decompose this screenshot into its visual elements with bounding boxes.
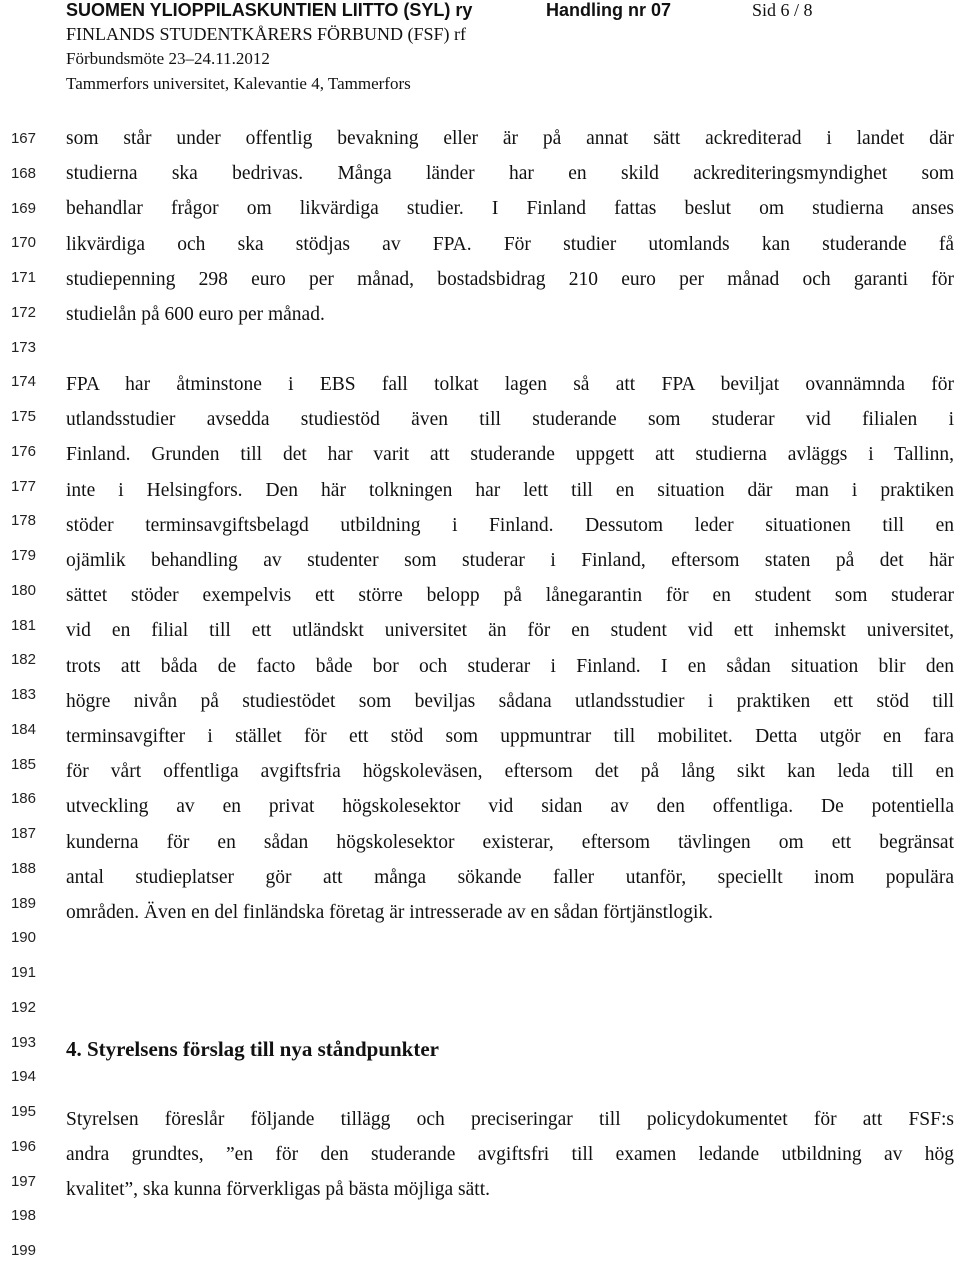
- line-number: 180: [10, 581, 36, 599]
- line-number: 172: [10, 303, 36, 321]
- document-number: Handling nr 07: [546, 0, 672, 20]
- text-line: utlandsstudier avsedda studiestöd även till studerande som studerar vid filialen i: [66, 409, 954, 431]
- organization-name-swedish: FINLANDS STUDENTKÅRERS FÖRBUND (FSF) rf: [66, 24, 467, 44]
- line-number: 198: [10, 1207, 36, 1225]
- line-number: 173: [10, 338, 36, 356]
- text-line: inte i Helsingfors. Den här tolkningen har lett till en situation där man i praktiken: [66, 479, 954, 501]
- section-heading: 4. Styrelsens förslag till nya ståndpunkter: [66, 1037, 439, 1061]
- line-number: 183: [10, 686, 36, 703]
- line-number: 177: [10, 477, 36, 495]
- text-line: stöder terminsavgiftsbelagd utbildning i Finland. Dessutom leder situationen till en: [66, 514, 954, 536]
- text-line: studiepenning 298 euro per månad, bostadsbidrag 210 euro per månad och garanti för: [66, 268, 954, 290]
- line-number: 184: [10, 720, 36, 738]
- line-number: 169: [10, 199, 36, 217]
- page-number: Sid 6 / 8: [752, 0, 813, 20]
- text-line: trots att båda de facto både bor och studerar i Finland. I en sådan situation blir den: [66, 655, 954, 677]
- line-number: 195: [10, 1103, 36, 1120]
- text-line: områden. Även en del finländska företag är intresserade av en sådan förtjänstlogik.: [66, 902, 714, 923]
- line-number: 185: [10, 755, 36, 773]
- line-number: 197: [10, 1172, 36, 1190]
- text-line: FPA har åtminstone i EBS fall tolkat lagen så att FPA beviljat ovannämnda för: [66, 374, 954, 395]
- line-number: 168: [10, 164, 36, 182]
- line-number: 174: [10, 373, 36, 391]
- text-line: Styrelsen föreslår följande tillägg och preciseringar till policydokumentet för att FSF:s: [66, 1109, 954, 1130]
- text-line: terminsavgifter i stället för ett stöd som uppmuntrar till mobilitet. Detta utgör en fara: [66, 726, 954, 747]
- text-line: vid en filial till ett utländskt universitet än för en student vid ett inhemskt universitet,: [66, 620, 954, 642]
- line-number: 181: [10, 616, 36, 634]
- line-number: 193: [10, 1033, 36, 1051]
- text-line: andra grundtes, ”en för den studerande avgiftsfri till examen ledande utbildning av hög: [66, 1144, 954, 1166]
- line-number: 175: [10, 408, 36, 425]
- text-line: utveckling av en privat högskolesektor vid sidan av den offentliga. De potentiella: [66, 796, 954, 818]
- line-number: 189: [10, 894, 36, 912]
- meeting-date: Förbundsmöte 23–24.11.2012: [66, 49, 270, 68]
- line-number: 182: [10, 651, 36, 669]
- text-line: kvalitet”, ska kunna förverkligas på bästa möjliga sätt.: [66, 1179, 491, 1201]
- line-number: 186: [10, 790, 36, 808]
- text-line: likvärdiga och ska stödjas av FPA. För studier utomlands kan studerande få: [66, 233, 954, 255]
- text-line: Finland. Grunden till det har varit att studerande uppgett att studierna avläggs i Tallinn,: [66, 444, 954, 466]
- meeting-venue: Tammerfors universitet, Kalevantie 4, Tammerfors: [66, 74, 411, 93]
- line-number: 187: [10, 825, 36, 842]
- text-line: som står under offentlig bevakning eller är på annat sätt ackrediterad i landet där: [66, 128, 954, 149]
- line-number: 194: [10, 1068, 36, 1086]
- line-number: 190: [10, 929, 36, 947]
- line-number: 196: [10, 1137, 36, 1155]
- line-number: 192: [10, 998, 36, 1016]
- page-header: [66, 0, 946, 100]
- line-number: 191: [10, 964, 36, 981]
- organization-name: SUOMEN YLIOPPILASKUNTIEN LIITTO (SYL) ry: [66, 0, 473, 20]
- text-line: studierna ska bedrivas. Många länder har en skild ackrediteringsmyndighet som: [66, 163, 954, 185]
- line-number: 176: [10, 442, 36, 460]
- text-line: högre nivån på studiestödet som beviljas sådana utlandsstudier i praktiken ett stöd till: [66, 690, 954, 712]
- line-number: 188: [10, 859, 36, 877]
- line-number: 171: [10, 269, 36, 286]
- text-line: kunderna för en sådan högskolesektor existerar, eftersom tävlingen om ett begränsat: [66, 831, 954, 853]
- line-number: 178: [10, 512, 36, 530]
- line-number: 179: [10, 547, 36, 564]
- text-line: behandlar frågor om likvärdiga studier. I Finland fattas beslut om studierna anses: [66, 198, 954, 220]
- text-line: för vårt offentliga avgiftsfria högskoleväsen, eftersom det på lång sikt kan leda till en: [66, 761, 954, 783]
- text-line: ojämlik behandling av studenter som studerar i Finland, eftersom staten på det här: [66, 550, 954, 571]
- line-number: 199: [10, 1242, 36, 1259]
- text-line: antal studieplatser gör att många sökande faller utanför, speciellt inom populära: [66, 866, 954, 888]
- line-number: 170: [10, 234, 36, 252]
- line-number: 167: [10, 130, 36, 147]
- text-line: sättet stöder exempelvis ett större belopp på lånegarantin för en student som studerar: [66, 585, 954, 607]
- text-line: studielån på 600 euro per månad.: [66, 304, 325, 325]
